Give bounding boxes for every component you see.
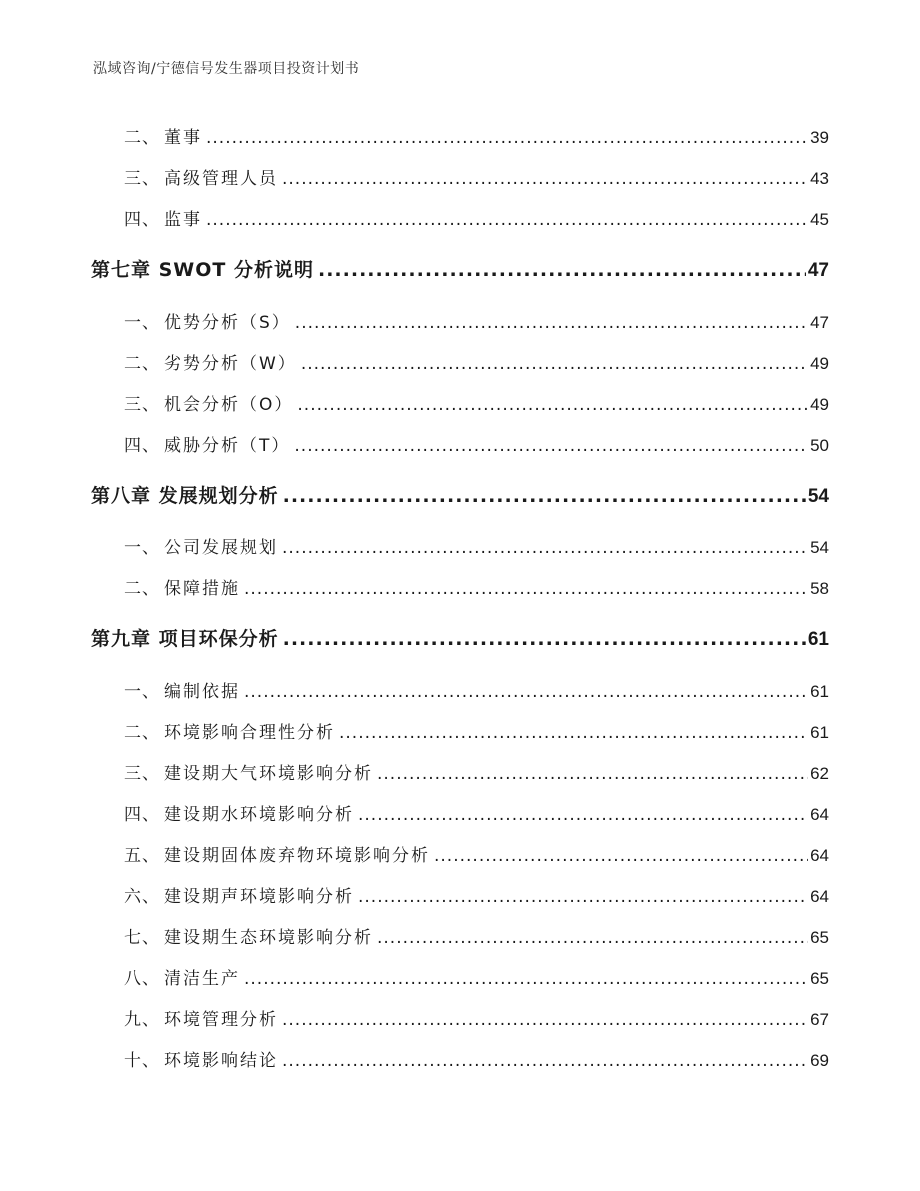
toc-entry-number: 七、	[124, 928, 160, 948]
toc-entry-page: 47	[810, 313, 829, 332]
toc-dot-leader	[244, 579, 808, 599]
toc-entry-page: 39	[810, 128, 829, 147]
toc-dot-leader	[294, 436, 808, 456]
toc-entry[interactable]	[91, 308, 829, 334]
toc-entry-page: 54	[807, 486, 829, 507]
toc-entry-number: 二、	[124, 723, 160, 743]
toc-entry[interactable]	[91, 205, 829, 231]
toc-entry[interactable]	[91, 800, 829, 826]
toc-entry[interactable]	[91, 718, 829, 744]
toc-entry-page: 61	[810, 682, 829, 701]
toc-dot-leader	[297, 395, 808, 415]
toc-entry-page: 62	[810, 764, 829, 783]
toc-entry-title: 优势分析（S）	[164, 313, 291, 333]
toc-entry-page: 50	[810, 436, 829, 455]
toc-entry-title: 劣势分析（W）	[164, 354, 297, 374]
toc-entry-title: 保障措施	[164, 579, 240, 599]
toc-dot-leader	[282, 169, 808, 189]
toc-entry-title: 建设期声环境影响分析	[164, 887, 354, 907]
toc-entry-number: 六、	[124, 887, 160, 907]
toc-entry[interactable]	[91, 574, 829, 600]
toc-dot-leader	[244, 682, 808, 702]
toc-entry-title: 清洁生产	[164, 969, 240, 989]
toc-entry-number: 四、	[124, 805, 160, 825]
toc-entry[interactable]	[91, 923, 829, 949]
toc-entry-number: 十、	[124, 1051, 160, 1071]
toc-dot-leader	[206, 128, 808, 148]
toc-dot-leader	[434, 846, 808, 866]
toc-entry-number: 五、	[124, 846, 160, 866]
toc-entry-page: 54	[810, 538, 829, 557]
toc-entry-page: 67	[810, 1010, 829, 1029]
toc-dot-leader	[244, 969, 808, 989]
toc-dot-leader	[377, 928, 808, 948]
toc-chapter-title: 第七章 SWOT 分析说明	[91, 259, 314, 281]
toc-entry-title: 建设期大气环境影响分析	[164, 764, 373, 784]
toc-entry-title: 环境管理分析	[164, 1010, 278, 1030]
toc-entry[interactable]	[91, 759, 829, 785]
toc-chapter-title: 第九章 项目环保分析	[91, 628, 279, 650]
toc-entry-number: 八、	[124, 969, 160, 989]
toc-entry-title: 董事	[164, 128, 202, 148]
toc-dot-leader	[377, 764, 808, 784]
toc-entry[interactable]	[91, 1046, 829, 1072]
toc-chapter[interactable]	[91, 481, 829, 507]
toc-entry[interactable]	[91, 123, 829, 149]
toc-entry-page: 65	[810, 969, 829, 988]
toc-entry-title: 编制依据	[164, 682, 240, 702]
toc-entry[interactable]	[91, 431, 829, 457]
toc-entry-number: 一、	[124, 538, 160, 558]
toc-entry-number: 四、	[124, 436, 160, 456]
toc-chapter[interactable]	[91, 624, 829, 650]
toc-dot-leader	[295, 313, 808, 333]
toc-entry-page: 64	[810, 887, 829, 906]
toc-entry[interactable]	[91, 882, 829, 908]
toc-entry-title: 建设期固体废弃物环境影响分析	[164, 846, 430, 866]
toc-entry[interactable]	[91, 164, 829, 190]
page-header: 泓域咨询/宁德信号发生器项目投资计划书	[93, 61, 360, 77]
toc-dot-leader	[282, 538, 808, 558]
toc-entry-title: 机会分析（O）	[164, 395, 294, 415]
toc-dot-leader	[358, 887, 808, 907]
toc-entry-title: 环境影响合理性分析	[164, 723, 335, 743]
toc-entry-page: 61	[807, 629, 829, 650]
toc-entry-number: 一、	[124, 313, 160, 333]
toc-chapter-title: 第八章 发展规划分析	[91, 485, 279, 507]
toc-entry-title: 建设期生态环境影响分析	[164, 928, 373, 948]
toc-dot-leader	[301, 354, 808, 374]
toc-dot-leader	[283, 628, 806, 650]
toc-entry-number: 九、	[124, 1010, 160, 1030]
toc-entry[interactable]	[91, 349, 829, 375]
toc-entry[interactable]	[91, 841, 829, 867]
toc-entry-page: 49	[810, 395, 829, 414]
toc-entry-page: 64	[810, 846, 829, 865]
header-divider	[91, 82, 829, 83]
toc-entry-page: 65	[810, 928, 829, 947]
toc-entry-title: 高级管理人员	[164, 169, 278, 189]
toc-entry[interactable]	[91, 533, 829, 559]
toc-chapter[interactable]	[91, 255, 829, 281]
toc-entry-number: 一、	[124, 682, 160, 702]
toc-entry-title: 威胁分析（T）	[164, 436, 291, 456]
toc-entry[interactable]	[91, 390, 829, 416]
toc-entry[interactable]	[91, 964, 829, 990]
toc-entry-page: 61	[810, 723, 829, 742]
toc-entry-page: 49	[810, 354, 829, 373]
toc-entry-number: 四、	[124, 210, 160, 230]
toc-entry-page: 47	[807, 260, 829, 281]
toc-entry-number: 二、	[124, 128, 160, 148]
toc-entry-page: 58	[810, 579, 829, 598]
toc-entry-title: 监事	[164, 210, 202, 230]
toc-entry-page: 45	[810, 210, 829, 229]
toc-dot-leader	[282, 1051, 808, 1071]
toc-entry-number: 二、	[124, 354, 160, 374]
toc-dot-leader	[282, 1010, 808, 1030]
toc-dot-leader	[206, 210, 808, 230]
toc-entry-number: 三、	[124, 395, 160, 415]
toc-entry-page: 43	[810, 169, 829, 188]
toc-entry-page: 64	[810, 805, 829, 824]
toc-dot-leader	[339, 723, 808, 743]
toc-entry-title: 环境影响结论	[164, 1051, 278, 1071]
toc-entry-title: 建设期水环境影响分析	[164, 805, 354, 825]
toc-entry-page: 69	[810, 1051, 829, 1070]
toc-entry-title: 公司发展规划	[164, 538, 278, 558]
toc-entry-number: 三、	[124, 169, 160, 189]
toc-entry-number: 三、	[124, 764, 160, 784]
toc-dot-leader	[283, 485, 806, 507]
toc-entry-number: 二、	[124, 579, 160, 599]
toc-entry[interactable]	[91, 677, 829, 703]
toc-dot-leader	[318, 259, 806, 281]
toc-dot-leader	[358, 805, 808, 825]
toc-entry[interactable]	[91, 1005, 829, 1031]
